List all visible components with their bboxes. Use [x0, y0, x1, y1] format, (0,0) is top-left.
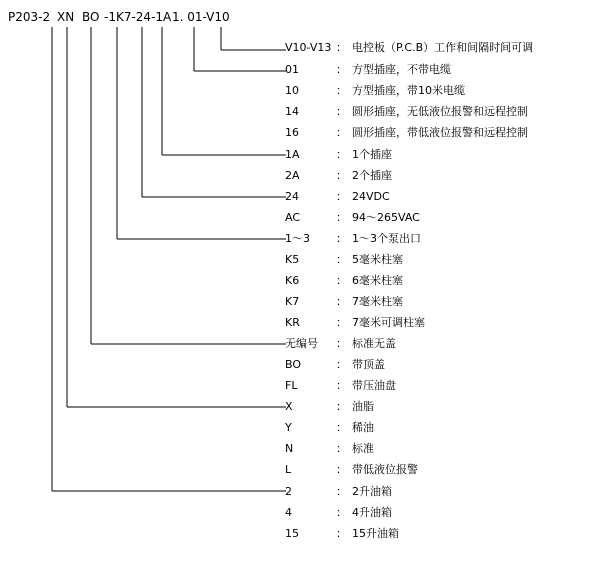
option-code: N — [285, 442, 294, 455]
option-code: 24 — [285, 190, 299, 203]
option-row — [0, 315, 600, 335]
option-description: 标准 — [352, 442, 374, 455]
option-row — [0, 441, 600, 461]
option-separator: ： — [336, 358, 347, 371]
option-code: 4 — [285, 506, 292, 519]
option-separator: ： — [336, 442, 347, 455]
code-part-pump-voltage-socket: -1K7-24-1A — [104, 10, 172, 24]
option-code: K6 — [285, 274, 300, 287]
option-row — [0, 484, 600, 504]
option-description: 方型插座，不带电缆 — [352, 63, 451, 76]
option-separator: ： — [336, 232, 347, 245]
option-description: 5毫米柱塞 — [352, 253, 403, 266]
option-code: 2A — [285, 169, 300, 182]
option-row — [0, 83, 600, 103]
option-description: 24VDC — [352, 190, 390, 203]
option-description: 电控板（P.C.B）工作和间隔时间可调 — [352, 41, 534, 54]
option-description: 1个插座 — [352, 148, 392, 161]
option-description: 稀油 — [352, 421, 374, 434]
option-row — [0, 168, 600, 188]
option-description: 6毫米柱塞 — [352, 274, 403, 287]
option-description: 方型插座，带10米电缆 — [352, 84, 465, 97]
option-code: V10-V13 — [285, 41, 332, 54]
option-separator: ： — [336, 253, 347, 266]
code-part-cable-control: 1. 01-V10 — [172, 10, 230, 24]
option-code: Y — [285, 421, 292, 434]
option-code: FL — [285, 379, 298, 392]
option-row — [0, 104, 600, 124]
option-code: X — [285, 400, 293, 413]
option-separator: ： — [336, 463, 347, 476]
option-row — [0, 399, 600, 419]
option-separator: ： — [336, 126, 347, 139]
option-row — [0, 62, 600, 82]
option-separator: ： — [336, 190, 347, 203]
option-code: 1～3 — [285, 232, 310, 245]
option-code: BO — [285, 358, 302, 371]
option-row — [0, 252, 600, 272]
option-description: 2个插座 — [352, 169, 392, 182]
option-description: 15升油箱 — [352, 527, 399, 540]
option-separator: ： — [336, 400, 347, 413]
option-row — [0, 189, 600, 209]
option-code: 16 — [285, 126, 299, 139]
option-row — [0, 125, 600, 145]
option-code: 2 — [285, 485, 292, 498]
option-description: 圆形插座，带低液位报警和远程控制 — [352, 126, 528, 139]
option-description: 油脂 — [352, 400, 374, 413]
code-part-series: P203-2 — [8, 10, 51, 24]
option-row — [0, 336, 600, 356]
option-row — [0, 294, 600, 314]
option-code: 无编号 — [285, 337, 318, 350]
option-code: 14 — [285, 105, 299, 118]
option-separator: ： — [336, 148, 347, 161]
option-description: 带压油盘 — [352, 379, 396, 392]
option-row — [0, 420, 600, 440]
option-row — [0, 357, 600, 377]
option-description: 圆形插座，无低液位报警和远程控制 — [352, 105, 528, 118]
option-description: 7毫米可调柱塞 — [352, 316, 425, 329]
option-separator: ： — [336, 295, 347, 308]
option-code: K7 — [285, 295, 300, 308]
option-code: 10 — [285, 84, 299, 97]
option-description: 1～3个泵出口 — [352, 232, 421, 245]
option-separator: ： — [336, 337, 347, 350]
option-row — [0, 210, 600, 230]
option-code: 1A — [285, 148, 300, 161]
option-description: 带顶盖 — [352, 358, 385, 371]
option-row — [0, 462, 600, 482]
option-row — [0, 505, 600, 525]
option-row — [0, 378, 600, 398]
option-separator: ： — [336, 379, 347, 392]
option-separator: ： — [336, 41, 347, 54]
code-part-cover: BO — [82, 10, 100, 24]
option-description: 7毫米柱塞 — [352, 295, 403, 308]
option-separator: ： — [336, 63, 347, 76]
option-separator: ： — [336, 84, 347, 97]
option-code: 01 — [285, 63, 299, 76]
option-code: 15 — [285, 527, 299, 540]
option-separator: ： — [336, 169, 347, 182]
option-code: L — [285, 463, 292, 476]
option-description: 带低液位报警 — [352, 463, 418, 476]
option-separator: ： — [336, 316, 347, 329]
option-code: AC — [285, 211, 301, 224]
option-row — [0, 231, 600, 251]
option-separator: ： — [336, 421, 347, 434]
option-description: 标准无盖 — [352, 337, 396, 350]
option-separator: ： — [336, 274, 347, 287]
option-code: KR — [285, 316, 300, 329]
option-description: 4升油箱 — [352, 506, 392, 519]
option-description: 94～265VAC — [352, 211, 420, 224]
option-code: K5 — [285, 253, 300, 266]
option-row — [0, 526, 600, 546]
option-description: 2升油箱 — [352, 485, 392, 498]
option-separator: ： — [336, 211, 347, 224]
option-row — [0, 273, 600, 293]
option-row — [0, 40, 600, 60]
option-separator: ： — [336, 105, 347, 118]
code-part-oil-type: XN — [57, 10, 75, 24]
option-separator: ： — [336, 527, 347, 540]
option-separator: ： — [336, 506, 347, 519]
option-row — [0, 147, 600, 167]
option-separator: ： — [336, 485, 347, 498]
